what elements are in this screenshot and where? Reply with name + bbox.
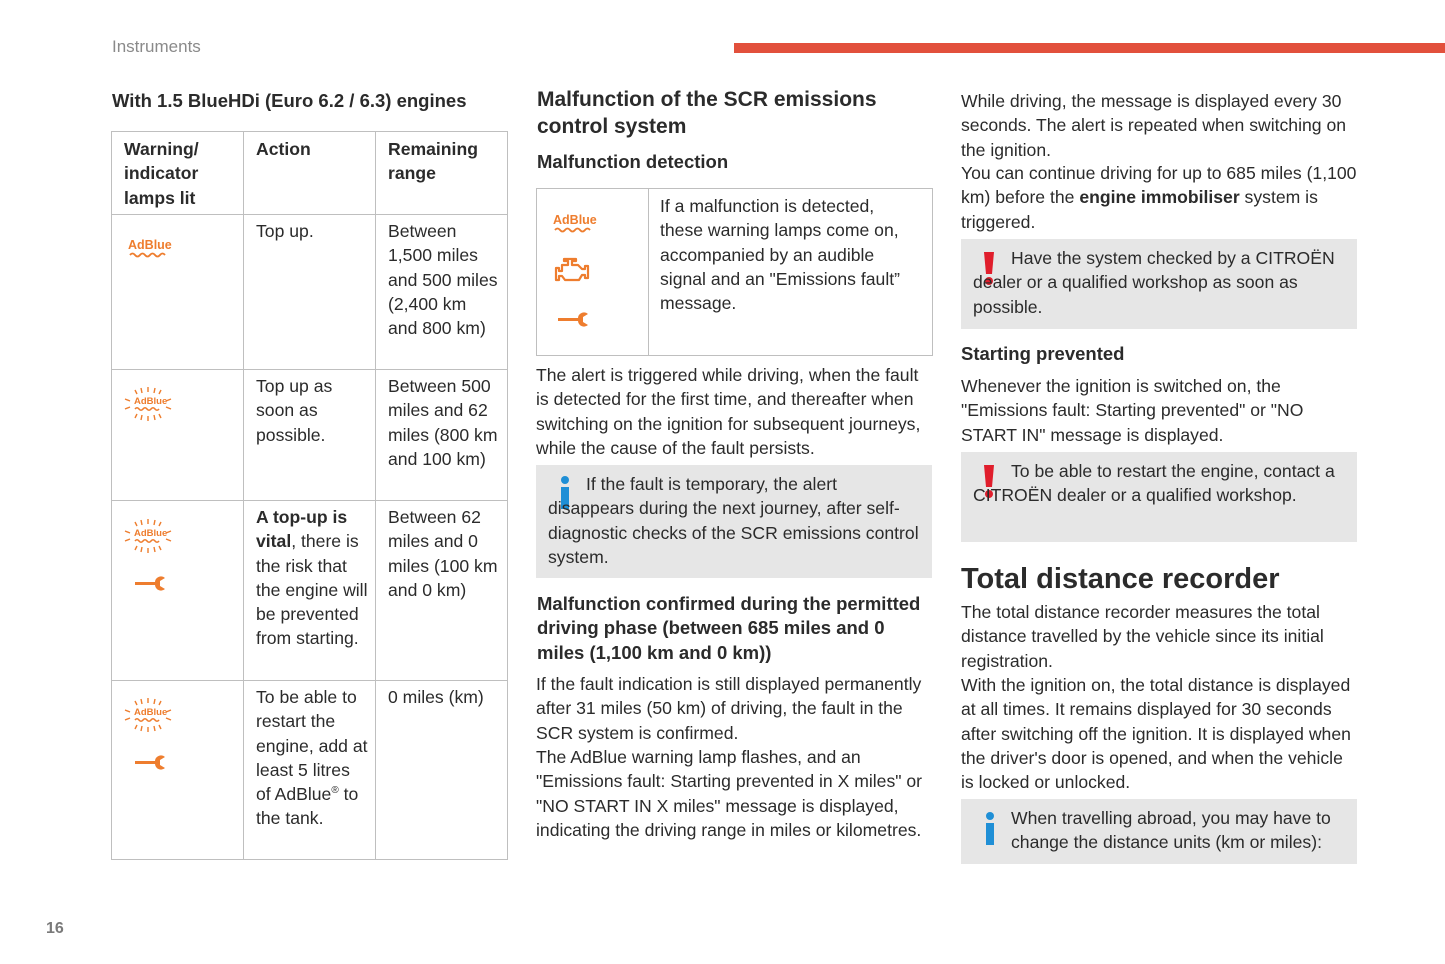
adblue-icon-label: AdBlue [134, 707, 168, 718]
table-divider [112, 500, 507, 501]
driving-text: While driving, the message is displayed every 30 seconds. The alert is repeated when switching on the ignition. [961, 91, 1347, 160]
table-header-range: Remaining range [388, 139, 478, 184]
detection-box-text: If a malfunction is detected, these warning lamps come on, accompanied by an audible signal and an "Emissions fault” message. [660, 196, 900, 314]
starting-title: Starting prevented [961, 343, 1125, 364]
adblue-icon [553, 211, 597, 240]
registered-mark: ® [331, 785, 339, 797]
info-note-text: If the fault is temporary, the alert disappears during the next journey, after self-diagnostic checks of the SCR emissions control system. [548, 474, 919, 567]
table-header-action: Action [256, 139, 311, 159]
row4-action [256, 685, 368, 831]
adblue-icon-label: AdBlue [128, 238, 172, 252]
row1-range: Between 1,500 miles and 500 miles (2,400 km and 800 km) [388, 221, 498, 339]
row3-action [256, 505, 368, 651]
info-note [536, 465, 932, 578]
confirmed-text-1: If the fault indication is still displayed permanently after 31 miles (50 km) of driving, the fault in the SCR system is confirmed. [536, 674, 922, 743]
adblue-icon-label: AdBlue [553, 213, 597, 227]
row2-range: Between 500 miles and 62 miles (800 km and 100 km) [388, 376, 498, 469]
warning-note-1-text: Have the system checked by a CITROËN dealer or a qualified workshop as soon as possible. [973, 248, 1335, 317]
wrench-icon [132, 574, 168, 599]
row3-action-bold: A top-up is vital [256, 507, 348, 552]
recorder-text-1: The total distance recorder measures the total distance travelled by the vehicle since its initial registration. [961, 602, 1324, 671]
confirmed-text-2: The AdBlue warning lamp flashes, and an "Emissions fault: Starting prevented in X miles" or "NO START IN X miles" message is displayed, indicating the driving range in miles or kilometres. [536, 747, 923, 840]
detection-title: Malfunction detection [537, 151, 729, 172]
scr-title: Malfunction of the SCR emissions control system [537, 88, 877, 138]
table-divider [243, 132, 244, 859]
engine-icon [553, 256, 595, 293]
header-accent-bar [734, 43, 1445, 53]
info-note-2-text: When travelling abroad, you may have to change the distance units (km or miles): [1011, 808, 1331, 853]
warning-note-1 [961, 239, 1357, 329]
row4-range: 0 miles (km) [388, 687, 484, 707]
section-title: Instruments [112, 37, 201, 56]
wrench-icon [555, 310, 591, 335]
table-divider [112, 369, 507, 370]
table-divider [375, 132, 376, 859]
row2-action: Top up as soon as possible. [256, 376, 333, 445]
continue-text [961, 161, 1361, 234]
alert-text: The alert is triggered while driving, when the fault is detected for the first time, and thereafter when switching on the ignition for subsequent journeys, while the cause of the fault persists. [536, 365, 921, 458]
recorder-text-2: With the ignition on, the total distance is displayed at all times. It remains displayed for 30 seconds after switching off the ignition. It is displayed when the driver's door is opened, and when the vehicle is locked or unlocked. [961, 675, 1351, 793]
confirmed-title: Malfunction confirmed during the permitted driving phase (between 685 miles and 0 miles (1,100 km and 0 km)) [537, 593, 921, 663]
left-title: With 1.5 BlueHDi (Euro 6.2 / 6.3) engines [112, 90, 467, 111]
table-header-lamps: Warning/ indicator lamps lit [124, 139, 199, 208]
box-divider [648, 189, 649, 355]
continue-text-end: system is triggered. [961, 187, 1318, 232]
adblue-icon [128, 236, 172, 265]
adblue-flashing-icon [124, 698, 174, 737]
continue-text-start: You can continue driving for up to 685 miles (1,100 km) before the [961, 163, 1357, 208]
adblue-icon-label: AdBlue [134, 396, 168, 407]
row1-action: Top up. [256, 221, 314, 241]
info-note-2 [961, 799, 1357, 864]
row3-action-rest: , there is the risk that the engine will be prevented from starting. [256, 531, 368, 649]
engine-immobiliser-term: engine immobiliser [1079, 187, 1240, 208]
row3-range: Between 62 miles and 0 miles (100 km and 0 km) [388, 507, 498, 600]
recorder-title: Total distance recorder [961, 563, 1280, 595]
warning-table [111, 131, 508, 860]
warning-note-2-text: To be able to restart the engine, contact a CITROËN dealer or a qualified workshop. [973, 461, 1335, 506]
page-number: 16 [46, 920, 64, 937]
row4-action-text: To be able to restart the engine, add at least 5 litres of AdBlue [256, 687, 368, 805]
wrench-icon [132, 753, 168, 778]
table-divider [112, 680, 507, 681]
adblue-icon-label: AdBlue [134, 528, 168, 539]
row4-action-end: to the tank. [256, 784, 359, 829]
adblue-flashing-icon [124, 387, 174, 426]
detection-box [536, 188, 933, 356]
starting-text: Whenever the ignition is switched on, the "Emissions fault: Starting prevented" or "NO START IN" message is displayed. [961, 376, 1304, 445]
adblue-flashing-icon [124, 519, 174, 558]
info-icon [983, 811, 991, 850]
warning-note-2 [961, 452, 1357, 542]
table-divider [112, 214, 507, 215]
